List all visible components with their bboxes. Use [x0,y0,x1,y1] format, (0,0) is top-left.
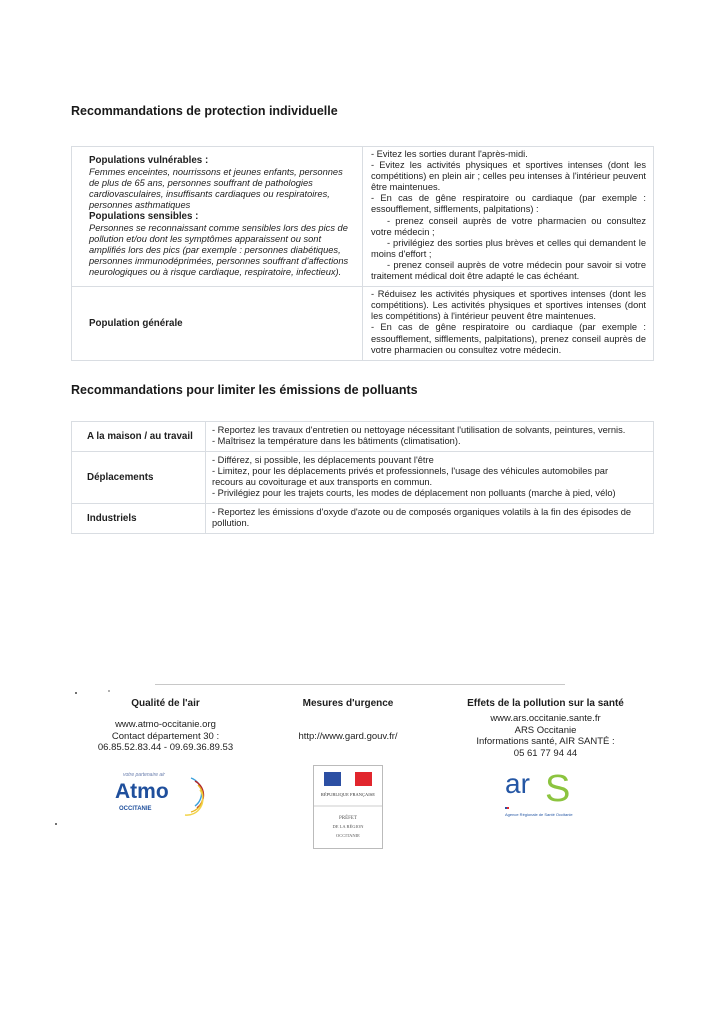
footer-emergency [276,698,421,848]
vulnerable-recommendations-cell [363,147,654,287]
vulnerable-description: Femmes enceintes, nourrissons et jeunes enfants, personnes de plus de 65 ans, personnes souffrant de pathologies cardiovasculaires, insuffisants cardiaques ou respiratoires, personnes asthmatiques [89,166,343,210]
atmo-region: OCCITANIE [118,805,152,812]
table-row [72,421,654,451]
recommendation-subitem: - prenez conseil auprès de votre pharmacien ou consultez votre médecin ; [371,215,646,237]
gard-link[interactable]: http://www.gard.gouv.fr/ [298,731,398,743]
action-item: - Maîtrisez la température dans les bâtiments (climatisation). [212,435,461,446]
populations-cell [72,147,363,287]
ars-phone: 05 61 77 94 44 [513,747,578,759]
footer-air-title: Qualité de l'air [131,698,200,710]
ars-s-mark: S [544,768,570,811]
ars-subtitle: Agence Régionale de Santé Occitanie [504,812,573,818]
table-row-vulnerable [72,147,654,287]
general-population-cell [72,287,363,361]
atmo-occitanie-logo [111,768,221,818]
recommendation-item: - En cas de gêne respiratoire ou cardiaque (par exemple : essoufflement, sifflements, palpitations) : [371,193,646,215]
blank-area [71,534,654,684]
action-item: - Limitez, pour les déplacements privés et professionnels, l'usage des véhicules automobiles par recours au covoiturage et aux transports en commun. [212,465,609,488]
recommendation-item: - En cas de gêne respiratoire ou cardiaque (par exemple : essoufflement, sifflements, palpitations), prenez conseil auprès de votre pharmacien ou consultez votre médecin. [371,322,646,355]
ars-wordmark: ar [504,768,530,800]
atmo-contact-label: Contact département 30 : [111,730,220,742]
emissions-table [71,421,654,535]
atmo-tagline: votre partenaire air [122,771,165,778]
atmo-wordmark: Atmo [114,779,169,803]
ars-link[interactable]: www.ars.occitanie.sante.fr [490,713,601,725]
vulnerable-title: Populations vulnérables : [89,155,209,167]
footer-health [448,698,643,819]
recommendation-subitem: - prenez conseil auprès de votre médecin pour savoir si votre traitement médical doit être adapté le cas échéant. [371,259,646,282]
recommendation-item: - Réduisez les activités physiques et sportives intenses (dont les compétitions). Les activités physiques et sportives intenses (dont les compétitions) à l'intérieur peuvent être maintenues. [371,289,646,322]
general-recommendations-cell [363,287,654,361]
actions-cell [206,451,654,503]
category-cell: Industriels [72,504,206,534]
prefet-line-1: PRÉFET [338,815,358,821]
prefet-occitanie-logo [313,765,383,849]
section-title-emissions: Recommandations pour limiter les émissions de polluants [71,382,418,397]
actions-cell [206,421,654,451]
footer-divider [155,684,565,685]
prefet-line-3: OCCITANIE [336,832,360,838]
table-row-general [72,287,654,361]
scan-speck [55,823,57,825]
protection-table [71,146,654,361]
atmo-link[interactable]: www.atmo-occitanie.org [115,719,216,731]
ars-occitanie-logo [501,767,591,819]
action-item: - Privilégiez pour les trajets courts, les modes de déplacement non polluants (marche à pied, vélo) [212,488,616,499]
sensitive-description: Personnes se reconnaissant comme sensibles lors des pics de pollution et/ou dont les symptômes apparaissent ou sont amplifiés lors des pics (par exemple : personnes diabétiques, personnes immunodéprimées, personnes souffrant d'affections neurologiques ou à risque cardiaque, respiratoire, infectieux). [89,222,349,277]
footer [83,698,643,848]
recommendation-item: - Evitez les activités physiques et sportives intenses (dont les compétitions) en plein air ; celles peu intenses à l'intérieur peuvent être maintenues. [371,160,646,193]
category-cell: A la maison / au travail [72,421,206,451]
ars-info-label: Informations santé, AIR SANTÉ : [476,736,615,748]
sensitive-title: Populations sensibles : [89,211,199,223]
action-item: - Reportez les émissions d'oxyde d'azote ou de composés organiques volatils à la fin des épisodes de pollution. [212,507,632,529]
footer-emergency-title: Mesures d'urgence [302,698,394,710]
atmo-phones: 06.85.52.83.44 - 09.69.36.89.53 [97,742,234,754]
table-row [72,451,654,503]
recommendation-subitem: - privilégiez des sorties plus brèves et celles qui demandent le moins d'effort ; [371,237,646,259]
prefet-line-2: DE LA RÉGION [332,823,364,829]
ars-org: ARS Occitanie [514,724,577,736]
general-population-title: Population générale [89,317,183,329]
scan-speck [75,692,77,694]
scan-speck [108,690,110,692]
action-item: - Reportez les travaux d'entretien ou nettoyage nécessitant l'utilisation de solvants, peintures, vernis. [212,424,626,435]
footer-air-quality [83,698,248,817]
table-row [72,504,654,534]
flag-red-icon [355,772,372,786]
recommendation-item: - Evitez les sorties durant l'après-midi. [371,149,528,159]
flag-blue-icon [324,772,341,786]
section-title-protection: Recommandations de protection individuelle [71,104,338,118]
action-item: - Différez, si possible, les déplacements pouvant l'être [212,454,434,465]
category-cell: Déplacements [72,451,206,503]
footer-health-title: Effets de la pollution sur la santé [467,698,624,710]
marianne-icon [341,772,355,786]
republique-label: RÉPUBLIQUE FRANÇAISE [320,791,376,797]
actions-cell [206,504,654,534]
